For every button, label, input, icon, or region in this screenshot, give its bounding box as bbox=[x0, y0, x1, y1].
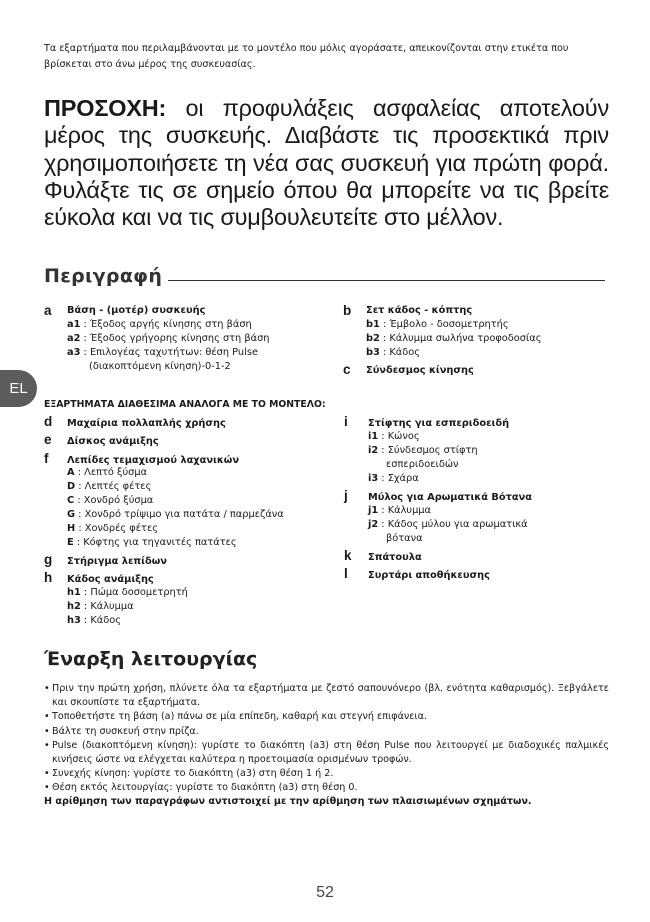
list-item: • Βάλτε τη συσκευή στην πρίζα. bbox=[44, 725, 199, 737]
item-letter-l: l bbox=[344, 566, 348, 581]
item-label-d: Μαχαίρια πολλαπλής χρήσης bbox=[67, 418, 226, 429]
item-label-f: Λεπίδες τεμαχισμού λαχανικών bbox=[67, 455, 240, 466]
list-item: i2 : Σύνδεσμος στίφτη bbox=[368, 445, 478, 456]
list-item: h2 : Κάλυμμα bbox=[67, 601, 134, 612]
sublist-j bbox=[368, 504, 528, 546]
list-item: C : Χονδρό ξύσμα bbox=[67, 495, 154, 506]
list-item: h3 : Κάδος bbox=[67, 615, 121, 626]
list-item: a3 : Επιλογέας ταχυτήτων: θέση Pulse bbox=[67, 347, 258, 358]
safety-warning bbox=[44, 95, 609, 231]
sublist-a bbox=[67, 318, 270, 374]
list-item: H : Χονδρές φέτες bbox=[67, 523, 158, 534]
item-letter-j: j bbox=[344, 488, 348, 503]
list-item-continuation: εσπεριδοειδών bbox=[386, 459, 459, 470]
section-divider bbox=[168, 280, 605, 281]
list-item: • Pulse (διακοπτόμενη κίνηση): γυρίστε το διακόπτη (a3) στη θέση Pulse που λειτουργεί με διαδοχικές παλμικές κινήσεις ώστε να ελέγχεται καλύτερα η προετοιμασία ορισμένων τροφών. bbox=[44, 739, 609, 766]
list-item: G : Χονδρό τρίψιμο για πατάτα / παρμεζάνα bbox=[67, 509, 284, 520]
accessories-title: ΕΞΑΡΤΗΜΑΤΑ ΔΙΑΘΕΣΙΜΑ ΑΝΑΛΟΓΑ ΜΕ ΤΟ ΜΟΝΤΕΛΟ: bbox=[44, 399, 326, 410]
item-letter-b: b bbox=[343, 303, 352, 318]
list-item: j2 : Κάδος μύλου για αρωματικά bbox=[368, 519, 528, 530]
item-label-g: Στήριγμα λεπίδων bbox=[67, 556, 167, 567]
item-letter-k: k bbox=[344, 548, 352, 563]
item-label-j: Μύλος για Αρωματικά Βότανα bbox=[368, 492, 532, 503]
list-item: i3 : Σχάρα bbox=[368, 473, 419, 484]
list-item: • Πριν την πρώτη χρήση, πλύνετε όλα τα εξαρτήματα με ζεστό σαπουνόνερο (βλ. ενότητα καθαρισμός). Ξεβγάλετε και σκουπίστε τα εξαρτήματα. bbox=[44, 683, 609, 709]
list-item: i1 : Κώνος bbox=[368, 431, 420, 442]
list-item: • Τοποθετήστε τη βάση (a) πάνω σε μία επίπεδη, καθαρή και στεγνή επιφάνεια. bbox=[44, 711, 428, 723]
operation-list bbox=[44, 682, 609, 796]
description-title: Περιγραφή bbox=[44, 265, 163, 287]
item-label-k: Σπάτουλα bbox=[368, 552, 422, 563]
sublist-i bbox=[368, 430, 478, 486]
page-number: 52 bbox=[316, 884, 334, 901]
list-item-continuation: βότανα bbox=[386, 533, 423, 544]
language-tab: EL bbox=[0, 370, 37, 407]
operation-title: Έναρξη λειτουργίας bbox=[44, 648, 258, 670]
list-item: b2 : Κάλυμμα σωλήνα τροφοδοσίας bbox=[366, 333, 542, 344]
list-item: E : Κόφτης για τηγανιτές πατάτες bbox=[67, 537, 237, 548]
item-letter-h: h bbox=[44, 570, 53, 585]
list-item: b3 : Κάδος bbox=[366, 347, 420, 358]
item-label-c: Σύνδεσμος κίνησης bbox=[366, 365, 474, 376]
sublist-b bbox=[366, 318, 542, 360]
list-item: A : Λεπτό ξύσμα bbox=[67, 467, 148, 478]
intro-text: Τα εξαρτήματα που περιλαμβάνονται με το μοντέλο που μόλις αγοράσατε, απεικονίζονται στην ετικέτα που βρίσκεται στο άνω μέρος της συσκευασίας. bbox=[44, 43, 569, 70]
item-label-a: Βάση - (μοτέρ) συσκευής bbox=[67, 305, 206, 316]
item-letter-e: e bbox=[44, 432, 52, 447]
item-letter-c: c bbox=[343, 362, 351, 377]
item-label-h: Κάδος ανάμιξης bbox=[67, 574, 154, 585]
item-label-i: Στίφτης για εσπεριδοειδή bbox=[368, 418, 510, 429]
item-label-e: Δίσκος ανάμιξης bbox=[67, 436, 159, 447]
item-letter-g: g bbox=[44, 552, 53, 567]
item-letter-i: i bbox=[344, 414, 348, 429]
list-item: • Συνεχής κίνηση: γυρίστε το διακόπτη (a3) στη θέση 1 ή 2. bbox=[44, 768, 334, 780]
warning-label: ΠΡΟΣΟΧΗ: bbox=[44, 95, 167, 121]
sublist-h bbox=[67, 586, 188, 628]
list-item: D : Λεπτές φέτες bbox=[67, 481, 152, 492]
sublist-f bbox=[67, 466, 284, 550]
numbering-note: Η αρίθμηση των παραγράφων αντιστοιχεί με την αρίθμηση των πλαισιωμένων σχημάτων. bbox=[44, 796, 532, 807]
item-letter-d: d bbox=[44, 414, 53, 429]
warning-text: οι προφυλάξεις ασφαλείας αποτελούν μέρος της συσκευής. Διαβάστε τις προσεκτικά πριν χρησιμοποιήσετε τη νέα σας συσκευή για πρώτη φορά. Φυλάξτε τις σε σημείο όπου θα μπορείτε να τις βρείτε εύκολα και να τις συμβουλευτείτε στο μέλλον. bbox=[44, 95, 609, 231]
item-letter-a: a bbox=[44, 303, 52, 318]
item-label-b: Σετ κάδος - κόπτης bbox=[366, 305, 473, 316]
list-item: a1 : Έξοδος αργής κίνησης στη βάση bbox=[67, 319, 252, 330]
list-item: b1 : Έμβολο - δοσομετρητής bbox=[366, 319, 509, 330]
list-item: a2 : Έξοδος γρήγορης κίνησης στη βάση bbox=[67, 333, 270, 344]
list-item: h1 : Πώμα δοσομετρητή bbox=[67, 587, 188, 598]
item-label-l: Συρτάρι αποθήκευσης bbox=[368, 570, 490, 581]
item-letter-f: f bbox=[44, 451, 49, 466]
list-item: j1 : Κάλυμμα bbox=[368, 505, 431, 516]
list-item: • Θέση εκτός λειτουργίας: γυρίστε το διακόπτη (a3) στη θέση 0. bbox=[44, 782, 358, 794]
list-item-continuation: (διακοπτόμενη κίνηση)-0-1-2 bbox=[89, 361, 231, 372]
